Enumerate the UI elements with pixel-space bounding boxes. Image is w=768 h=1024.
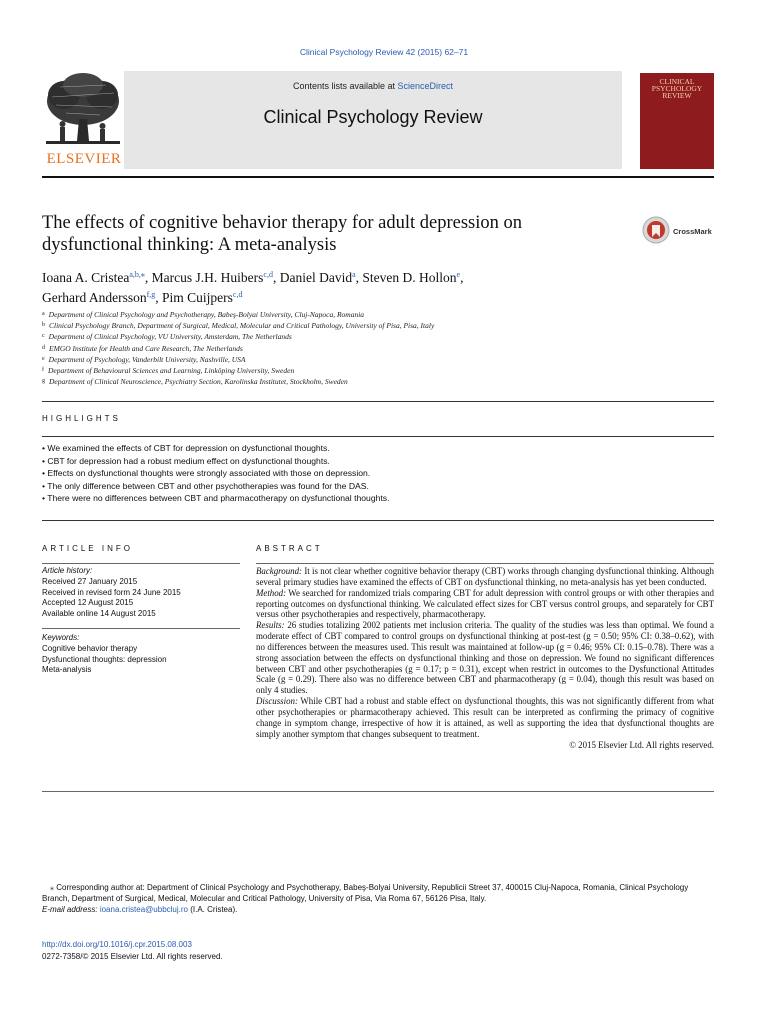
affiliation-item — [42, 309, 662, 320]
author-affiliation-sup[interactable]: c,d — [232, 290, 243, 299]
affiliation-letter: d — [42, 344, 45, 351]
abstract-body — [256, 566, 714, 750]
affiliation-letter: g — [42, 378, 45, 385]
author-email-link[interactable]: ioana.cristea@ubbcluj.ro — [99, 905, 188, 914]
abstract-section-label: Results: — [256, 620, 285, 631]
masthead-rule — [42, 176, 714, 178]
section-divider — [42, 436, 714, 437]
footnote-text: Corresponding author at: Department of Clinical Psychology and Psychotherapy, Babeş-Bolyai University, Republicii Street 37, 400015 Cluj-Napoca, Romania, Clinical Psychology Branch, Department of Surgical, Medical, Molecular and Critical Pathology, University of Pisa, Via Roma 67, 56126 Pisa, Italy. — [42, 883, 689, 903]
affiliation-letter: e — [42, 355, 45, 362]
author-affiliation-sup[interactable]: c,d — [263, 270, 273, 279]
author-list — [42, 266, 642, 306]
abstract-section-label: Method: — [256, 587, 287, 598]
affiliation-text: Department of Clinical Neuroscience, Psychiatry Section, Karolinska Institutet, Stockholm, Sweden — [49, 377, 348, 387]
affiliation-item — [42, 343, 662, 354]
sciencedirect-link[interactable]: ScienceDirect — [397, 81, 454, 91]
abstract-method — [256, 588, 714, 621]
affiliation-item — [42, 376, 662, 387]
affiliation-item — [42, 354, 662, 365]
abstract-section-text: It is not clear whether cognitive behavior therapy (CBT) works through changing dysfunctional thinking. Although several primary studies have examined the effects of CBT on dysfunctional thinking, no meta-analysis has yet been conducted. — [256, 566, 714, 587]
affiliation-text: Department of Behavioural Sciences and Learning, Linköping University, Sweden — [48, 366, 295, 376]
affiliation-letter: f — [42, 367, 44, 374]
cover-title — [644, 78, 710, 99]
author-affiliation-sup[interactable]: a — [352, 270, 356, 279]
abstract-heading: ABSTRACT — [256, 544, 323, 553]
abstract-section-label: Discussion: — [256, 696, 298, 707]
crossmark-button[interactable] — [642, 216, 722, 244]
article-title-line: dysfunctional thinking: A meta-analysis — [42, 235, 337, 255]
journal-cover-thumbnail[interactable] — [640, 73, 714, 169]
online-date: Available online 14 August 2015 — [42, 609, 156, 619]
author-affiliation-sup[interactable]: a,b,⁎ — [129, 270, 145, 279]
section-divider — [42, 791, 714, 792]
affiliation-item — [42, 365, 662, 376]
highlight-item: • CBT for depression had a robust medium effect on dysfunctional thoughts. — [42, 455, 714, 468]
author-name[interactable]: Ioana A. Cristea — [42, 270, 130, 285]
keywords — [42, 633, 240, 676]
received-date: Received 27 January 2015 — [42, 576, 138, 586]
article-history-label: Article history: — [42, 566, 93, 575]
keywords-label: Keywords: — [42, 633, 80, 642]
author-name[interactable]: Marcus J.H. Huibers — [151, 270, 264, 285]
footnote-star: ⁎ — [50, 883, 54, 892]
accepted-date: Accepted 12 August 2015 — [42, 598, 134, 608]
affiliation-letter: a — [42, 311, 45, 317]
affiliation-text: Department of Clinical Psychology and Psychotherapy, Babeş-Bolyai University, Cluj-Napoca, Romania — [48, 310, 365, 319]
highlights-list — [42, 442, 714, 505]
elsevier-tree-icon — [42, 71, 124, 151]
article-title-line: The effects of cognitive behavior therapy for adult depression on — [42, 213, 522, 233]
journal-reference-link[interactable]: Clinical Psychology Review 42 (2015) 62–71 — [299, 47, 469, 57]
affiliation-item — [42, 320, 662, 331]
elsevier-wordmark: ELSEVIER — [46, 151, 122, 167]
affiliation-text: Department of Psychology, Vanderbilt University, Nashville, USA — [48, 354, 246, 364]
author-affiliation-sup[interactable]: f,g — [146, 290, 156, 299]
cover-title-line: REVIEW — [662, 91, 692, 100]
article-info-heading: ARTICLE INFO — [42, 544, 133, 553]
section-divider — [42, 520, 714, 521]
author-name[interactable]: Gerhard Andersson — [42, 290, 147, 305]
journal-masthead — [42, 71, 714, 169]
abstract-section-text: While CBT had a robust and stable effect on dysfunctional thoughts, this was not significantly different from what other psychotherapies or pharmacotherapy achieved. This result can be interpreted as confirming the primacy of cognitive change in symptom change, irrespective of how it is attained, as well as supporting the idea that dysfunctional thoughts are simply another symptom that changes subsequent to treatment. — [256, 696, 714, 739]
article-history — [42, 566, 240, 620]
abstract-background — [256, 566, 714, 588]
cover-title-line: CLINICAL — [659, 77, 695, 86]
section-divider — [42, 401, 714, 402]
abstract-discussion — [256, 696, 714, 739]
keyword-item: Cognitive behavior therapy — [42, 643, 138, 653]
highlight-item: • We examined the effects of CBT for depression on dysfunctional thoughts. — [42, 442, 714, 455]
abstract-section-label: Background: — [256, 566, 303, 576]
author-affiliation-sup[interactable]: e — [456, 270, 461, 279]
email-label: E-mail address: — [42, 905, 98, 914]
keyword-item: Dysfunctional thoughts: depression — [42, 654, 167, 664]
affiliation-text: Department of Clinical Psychology, VU University, Amsterdam, The Netherlands — [48, 332, 292, 342]
affiliation-letter: c — [42, 333, 45, 340]
affiliation-text: Clinical Psychology Branch, Department of Surgical, Medical, Molecular and Critical Pathology, University of Pisa, Pisa, Italy — [49, 321, 435, 331]
contents-prefix: Contents lists available at — [292, 81, 398, 91]
crossmark-icon — [642, 216, 670, 244]
highlight-item: • There were no differences between CBT and pharmacotherapy on dysfunctional thoughts. — [42, 492, 714, 505]
author-name[interactable]: Daniel David — [279, 270, 353, 285]
affiliation-text: EMGO Institute for Health and Care Research, The Netherlands — [49, 343, 243, 353]
affiliations-list — [42, 309, 662, 387]
revised-date: Received in revised form 24 June 2015 — [42, 587, 181, 597]
affiliation-letter: b — [42, 322, 45, 329]
journal-name[interactable]: Clinical Psychology Review — [263, 107, 483, 127]
crossmark-label: CrossMark — [673, 227, 712, 236]
email-suffix: (I.A. Cristea). — [187, 905, 238, 914]
elsevier-logo[interactable] — [42, 71, 124, 169]
author-name[interactable]: Pim Cuijpers — [162, 290, 233, 305]
corresponding-author-footnote — [42, 882, 714, 915]
keyword-item: Meta-analysis — [42, 665, 92, 675]
abstract-section-text: 26 studies totalizing 2002 patients met inclusion criteria. The quality of the studies was less than optimal. We found a moderate effect of CBT compared to control groups on dysfunctional thinking at post-test (g = 0.50; 95% CI: 0.38–0.62), with no differences between the measures used. This result was maintained at follow-up (g = 0.46; 95% CI: 0.15–0.78). There was a strong association between the effects on dysfunctional thinking and those on depression. We found no significant differences between CBT and other psychotherapies (g = 0.17; p = 0.31), except when restrict in outcomes to the Dysfunctional Attitudes Scale (g = 0.29). There also was no difference between CBT and pharmacotherapy (g = 0.04), though this result was based on only 4 studies. — [256, 620, 714, 696]
highlight-item: • Effects on dysfunctional thoughts were strongly associated with those on depression. — [42, 467, 714, 480]
highlight-item: • The only difference between CBT and other psychotherapies was found for the DAS. — [42, 480, 714, 493]
abstract-results — [256, 620, 714, 696]
abstract-section-text: We searched for randomized trials comparing CBT for adult depression with control groups or with other therapies and reporting outcomes on dysfunctional thinking. We calculated effect sizes for CBT versus control groups, and separately for CBT versus other psychotherapies and respectively, pharmacotherapy. — [256, 587, 714, 620]
masthead-banner — [124, 71, 622, 169]
highlights-heading: HIGHLIGHTS — [42, 414, 121, 423]
article-title — [42, 212, 602, 256]
author-line: Gerhard Andersson$^{f,g}$, Pim Cuijpers$^{c,d}$ — [42, 290, 243, 305]
author-name[interactable]: Steven D. Hollon — [362, 270, 457, 285]
section-divider — [42, 563, 240, 564]
affiliation-item — [42, 331, 662, 342]
section-divider — [256, 563, 714, 564]
cover-title-line: PSYCHOLOGY — [651, 84, 703, 93]
section-divider — [42, 628, 240, 629]
doi-link[interactable]: http://dx.doi.org/10.1016/j.cpr.2015.08.003 — [42, 940, 192, 949]
abstract-copyright: © 2015 Elsevier Ltd. All rights reserved. — [569, 739, 714, 750]
issn-copyright: 0272-7358/© 2015 Elsevier Ltd. All rights reserved. — [42, 952, 223, 961]
author-line: Ioana A. Cristea$^{a,b,⁎}$, Marcus J.H. Huibers$^{c,d}$, Daniel David$^a$, Steven D. Hollon$^e$, — [42, 270, 464, 285]
contents-available-line — [124, 81, 622, 91]
